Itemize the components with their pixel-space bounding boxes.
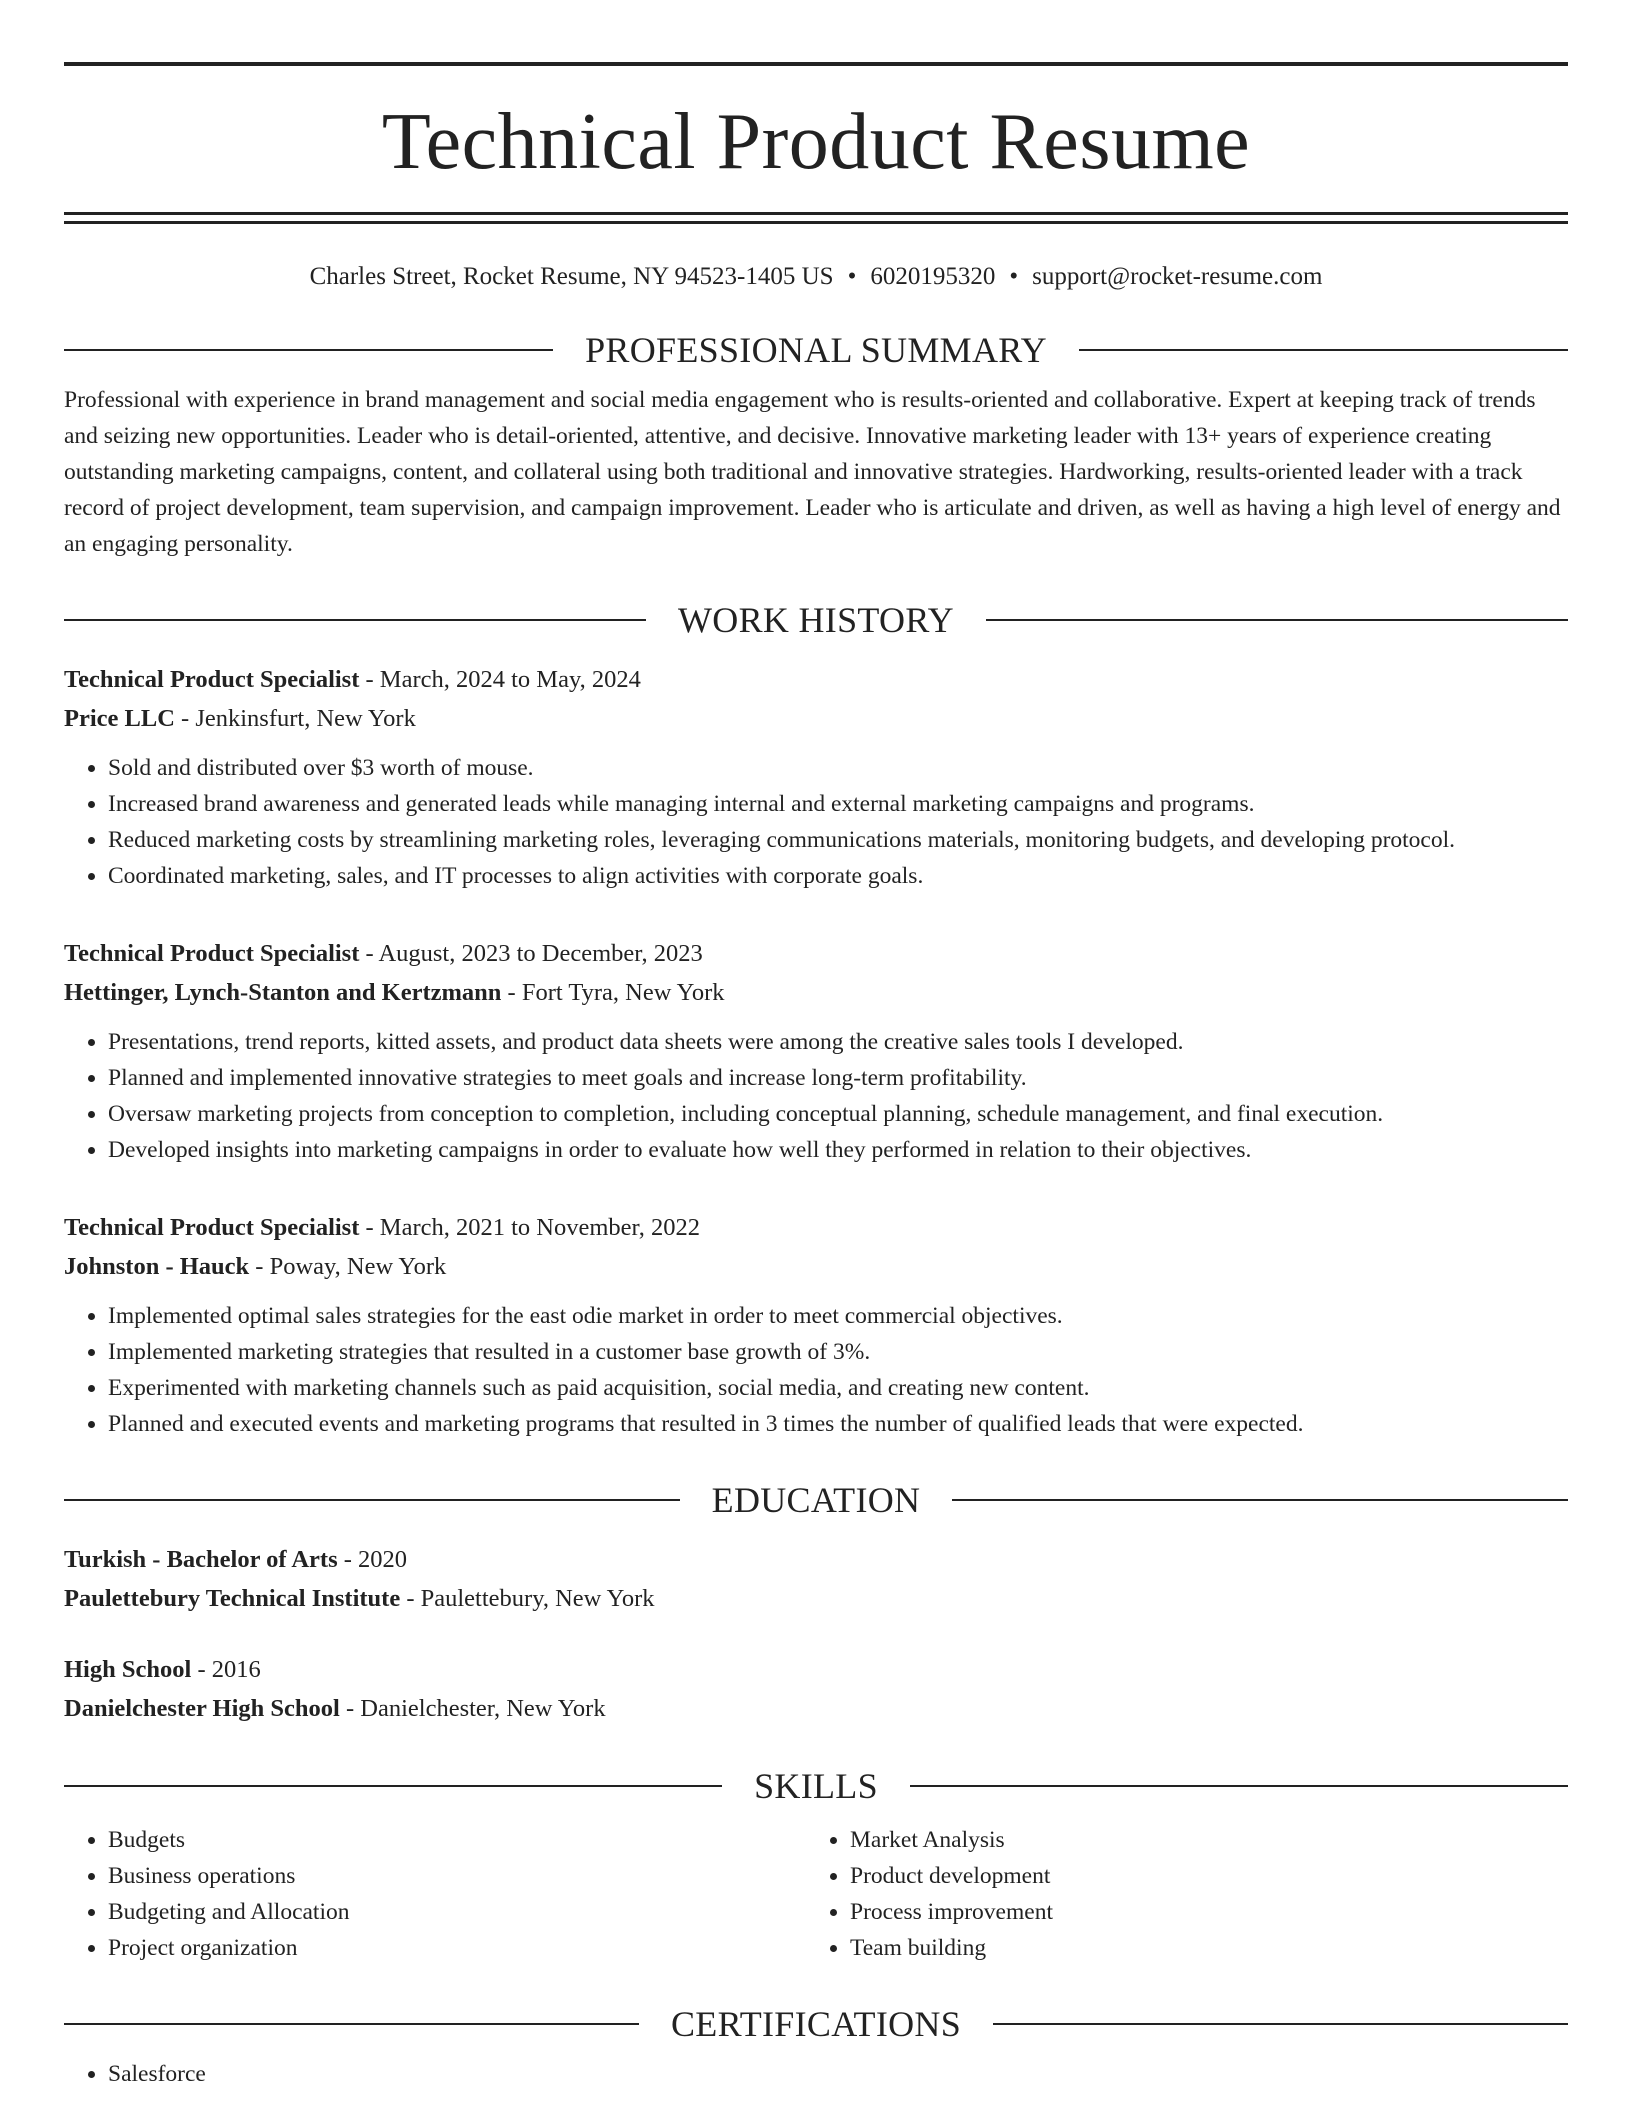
heading-rule-left [64, 2023, 639, 2025]
education-year: - 2020 [337, 1546, 408, 1573]
list-item: • Business operations [108, 1858, 806, 1894]
summary-text: Professional with experience in brand management and social media engagement who is results-oriented and collaborative. Expert at keeping track of trends and seizing new opportunities. Leader who is detail-oriented, attentive, and decisive. Innovative marketing leader with 13+ years of experience creating outstanding marketing campaigns, content, and collateral using both traditional and innovative strategies. Hardworking, results-oriented leader with a track record of project development, team supervision, and campaign improvement. Leader who is articulate and driven, as well as having a high level of energy and an engaging personality. [64, 387, 1561, 557]
list-item: • Implemented optimal sales strategies for the east odie market in order to meet commercial objectives. [108, 1298, 1568, 1334]
education-entry [64, 1540, 1568, 1618]
job-location: - Jenkinsfurt, New York [174, 705, 416, 732]
heading-rule-right [986, 619, 1568, 621]
section-heading-certifications [64, 2006, 1568, 2042]
education-location: - Danielchester, New York [339, 1695, 606, 1722]
contact-email: support@rocket-resume.com [1032, 263, 1323, 290]
education-location: - Paulettebury, New York [400, 1585, 655, 1612]
top-rule [64, 62, 1568, 66]
job-location: - Fort Tyra, New York [501, 979, 725, 1006]
education-entry [64, 1650, 1568, 1728]
certifications-list [64, 2056, 1568, 2092]
list-item: • Budgets [108, 1822, 806, 1858]
contact-address: Charles Street, Rocket Resume, NY 94523-1405 US [309, 263, 834, 290]
list-item: • Salesforce [108, 2056, 1568, 2092]
education-degree: Turkish - Bachelor of Arts [64, 1546, 338, 1573]
job-company-line [64, 699, 1568, 738]
job-company: Price LLC [64, 705, 175, 732]
list-item: • Product development [850, 1858, 1548, 1894]
list-item: • Presentations, trend reports, kitted assets, and product data sheets were among the creative sales tools I developed. [108, 1024, 1568, 1060]
list-item: • Developed insights into marketing campaigns in order to evaluate how well they performed in relation to their objectives. [108, 1132, 1568, 1168]
title-double-rule [64, 212, 1568, 224]
section-heading-education [64, 1482, 1568, 1518]
job-company-line [64, 973, 1568, 1012]
list-item: • Planned and executed events and marketing programs that resulted in 3 times the number of qualified leads that were expected. [108, 1406, 1568, 1442]
heading-rule-right [910, 1785, 1568, 1787]
skills-column-right [806, 1822, 1548, 1966]
job-dates: - March, 2024 to May, 2024 [359, 666, 641, 693]
job-bullets [64, 1298, 1568, 1442]
job-company-line [64, 1247, 1568, 1286]
education-degree-line [64, 1650, 1568, 1689]
contact-separator: • [847, 263, 857, 290]
resume-title: Technical Product Resume [381, 98, 1251, 186]
list-item: • Project organization [108, 1930, 806, 1966]
education-school: Paulettebury Technical Institute [64, 1585, 401, 1612]
list-item: • Process improvement [850, 1894, 1548, 1930]
heading-rule-right [993, 2023, 1568, 2025]
job-location: - Poway, New York [249, 1253, 447, 1280]
heading-label: CERTIFICATIONS [670, 2004, 962, 2044]
education-year: - 2016 [191, 1656, 261, 1683]
job-company: Hettinger, Lynch-Stanton and Kertzmann [64, 979, 502, 1006]
heading-label: EDUCATION [711, 1480, 921, 1520]
education-school: Danielchester High School [64, 1695, 340, 1722]
list-item: • Implemented marketing strategies that resulted in a customer base growth of 3%. [108, 1334, 1568, 1370]
heading-rule-left [64, 1499, 680, 1501]
list-item: • Experimented with marketing channels such as paid acquisition, social media, and creating new content. [108, 1370, 1568, 1406]
job-title: Technical Product Specialist [64, 940, 360, 967]
job-bullets [64, 1024, 1568, 1168]
list-item: • Budgeting and Allocation [108, 1894, 806, 1930]
list-item: • Reduced marketing costs by streamlining marketing roles, leveraging communications materials, monitoring budgets, and developing protocol. [108, 822, 1568, 858]
list-item: • Sold and distributed over $3 worth of mouse. [108, 750, 1568, 786]
section-heading-summary [64, 332, 1568, 368]
education-school-line [64, 1689, 1568, 1728]
job-entry [64, 1208, 1568, 1442]
list-item: • Coordinated marketing, sales, and IT processes to align activities with corporate goals. [108, 858, 1568, 894]
job-title-line [64, 1208, 1568, 1247]
heading-label: PROFESSIONAL SUMMARY [585, 330, 1047, 370]
job-entry [64, 660, 1568, 894]
list-item: • Planned and implemented innovative strategies to meet goals and increase long-term profitability. [108, 1060, 1568, 1096]
education-degree: High School [64, 1656, 192, 1683]
heading-rule-right [952, 1499, 1568, 1501]
contact-separator: • [1009, 263, 1019, 290]
list-item: • Team building [850, 1930, 1548, 1966]
job-title-line [64, 660, 1568, 699]
contact-phone: 6020195320 [870, 263, 996, 290]
heading-rule-left [64, 619, 646, 621]
heading-rule-right [1079, 349, 1568, 351]
skills-column-left [64, 1822, 806, 1966]
job-dates: - March, 2021 to November, 2022 [359, 1214, 700, 1241]
job-bullets [64, 750, 1568, 894]
list-item: • Increased brand awareness and generated leads while managing internal and external marketing campaigns and programs. [108, 786, 1568, 822]
job-dates: - August, 2023 to December, 2023 [359, 940, 703, 967]
education-school-line [64, 1579, 1568, 1618]
section-heading-work [64, 602, 1568, 638]
job-company: Johnston - Hauck [64, 1253, 250, 1280]
contact-line [64, 262, 1568, 292]
heading-rule-left [64, 349, 553, 351]
heading-label: WORK HISTORY [678, 600, 954, 640]
list-item: • Oversaw marketing projects from conception to completion, including conceptual planning, schedule management, and final execution. [108, 1096, 1568, 1132]
heading-label: SKILLS [754, 1766, 878, 1806]
education-degree-line [64, 1540, 1568, 1579]
list-item: • Market Analysis [850, 1822, 1548, 1858]
skills-grid [64, 1822, 1568, 1966]
job-entry [64, 934, 1568, 1168]
job-title: Technical Product Specialist [64, 666, 360, 693]
section-heading-skills [64, 1768, 1568, 1804]
job-title: Technical Product Specialist [64, 1214, 360, 1241]
job-title-line [64, 934, 1568, 973]
heading-rule-left [64, 1785, 722, 1787]
